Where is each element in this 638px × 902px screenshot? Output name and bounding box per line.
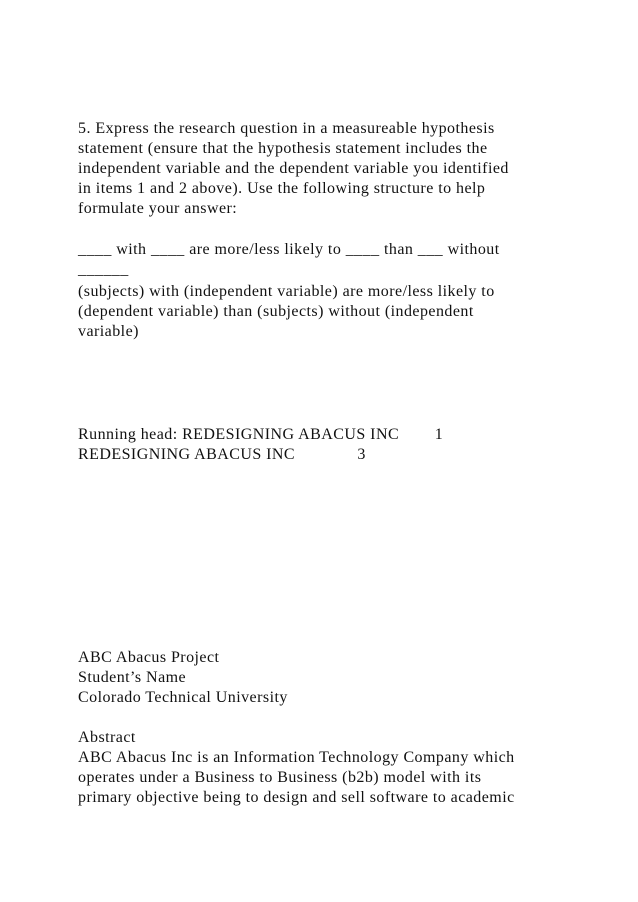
abstract-line: primary objective being to design and sell software to academic: [78, 789, 515, 806]
template-line: (dependent variable) than (subjects) without (independent: [78, 303, 474, 320]
question-line: independent variable and the dependent variable you identified: [78, 160, 509, 177]
question-line: 5. Express the research question in a measureable hypothesis: [78, 120, 495, 137]
question-line: formulate your answer:: [78, 200, 238, 217]
institution-name: Colorado Technical University: [78, 689, 288, 706]
template-line: variable): [78, 323, 139, 340]
page-header: REDESIGNING ABACUS INC 3: [78, 446, 366, 463]
author-name: Student’s Name: [78, 669, 187, 686]
template-line: ____ with ____ are more/less likely to ____ than ___ without: [78, 241, 500, 258]
running-head: Running head: REDESIGNING ABACUS INC 1: [78, 426, 444, 443]
abstract-line: ABC Abacus Inc is an Information Technology Company which: [78, 749, 515, 766]
abstract-line: operates under a Business to Business (b2b) model with its: [78, 769, 482, 786]
question-line: in items 1 and 2 above). Use the following structure to help: [78, 180, 486, 197]
template-line: ______: [78, 261, 129, 278]
question-line: statement (ensure that the hypothesis statement includes the: [78, 140, 488, 157]
document-title: ABC Abacus Project: [78, 649, 220, 666]
template-line: (subjects) with (independent variable) are more/less likely to: [78, 283, 495, 300]
abstract-heading: Abstract: [78, 729, 136, 746]
